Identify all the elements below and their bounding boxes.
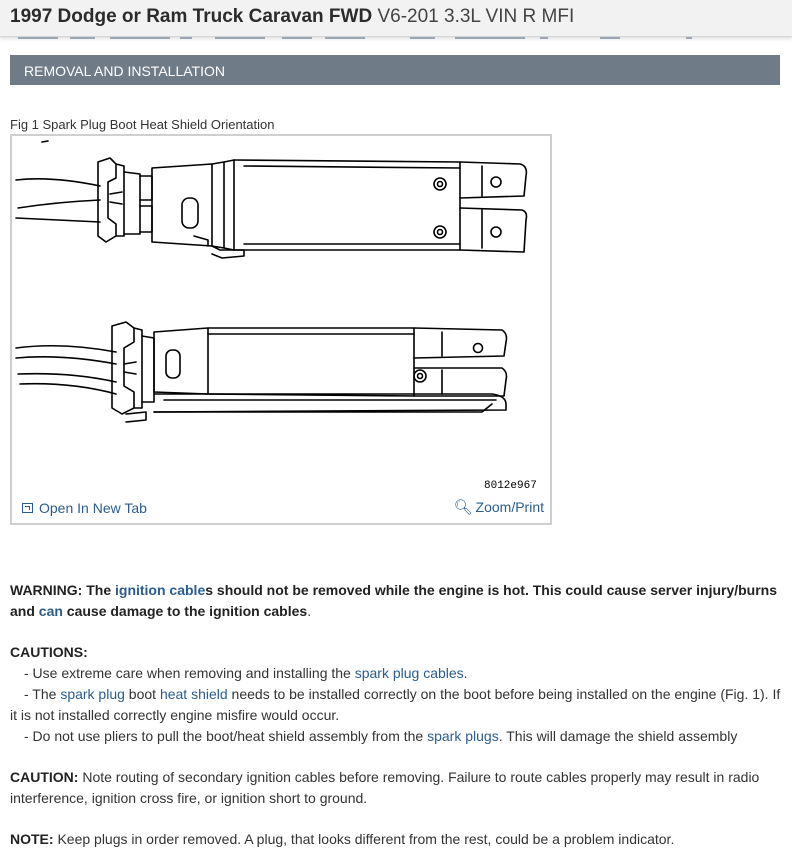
spark-plug-link[interactable]: spark plug: [60, 686, 125, 702]
warning-paragraph: [10, 580, 785, 622]
caution-paragraph: [10, 767, 785, 809]
spark-plug-boot-diagram[interactable]: [12, 136, 550, 496]
page-title-vehicle: 1997 Dodge or Ram Truck Caravan FWD: [10, 6, 373, 27]
cautions-label: [10, 642, 785, 663]
note-text: Keep plugs in order removed. A plug, that looks different from the rest, could be a problem indicator.: [53, 831, 675, 847]
cautions-label-text: CAUTIONS:: [10, 644, 88, 660]
top-bar: [0, 0, 792, 37]
caution-item-text: needs to be installed correctly on the boot before being installed on the engine (Fig. 1). If it is not installed correctly engine misfire would occur.: [10, 686, 781, 723]
caution-item-text: . This will damage the shield assembly: [498, 728, 738, 744]
figure-image-id: 8012e967: [484, 480, 537, 492]
heat-shield-link[interactable]: heat shield: [159, 686, 228, 702]
caution-item-text: - The: [24, 686, 61, 702]
section-header: [10, 55, 780, 85]
caution-item-text: .: [463, 665, 468, 681]
caution-item-3: [10, 726, 785, 747]
spark-plugs-link[interactable]: spark plugs: [427, 728, 499, 744]
figure-toolbar: [12, 496, 550, 522]
warning-text-2: s should not be removed while the engine is hot. This could cause server injury/burns and: [10, 582, 778, 619]
warning-text-3: cause damage to the ignition cables: [62, 603, 308, 619]
open-new-tab-icon: [22, 503, 33, 513]
warning-text-4: .: [307, 603, 312, 619]
note-label: NOTE:: [10, 831, 54, 847]
ignition-cable-link[interactable]: ignition cable: [115, 582, 206, 598]
caution-item-1: [10, 663, 785, 684]
scrolled-text-remnant: [0, 37, 792, 41]
page-title: [10, 6, 574, 28]
warning-label: WARNING:: [10, 582, 83, 598]
page-title-engine: V6-201 3.3L VIN R MFI: [377, 6, 575, 27]
warning-text-1: The: [82, 582, 115, 598]
figure-caption: Fig 1 Spark Plug Boot Heat Shield Orientation: [10, 117, 275, 132]
zoom-print-label: Zoom/Print: [475, 499, 544, 515]
zoom-print-button[interactable]: [453, 498, 544, 516]
section-title: REMOVAL AND INSTALLATION: [24, 63, 225, 79]
caution-item-text: - Do not use pliers to pull the boot/heat shield assembly from the: [24, 728, 428, 744]
instructions-text: [10, 580, 785, 850]
open-in-new-tab-label: Open In New Tab: [39, 500, 147, 516]
caution-label: CAUTION:: [10, 769, 79, 785]
open-in-new-tab-button[interactable]: [22, 500, 147, 516]
caution-item-text: boot: [124, 686, 160, 702]
can-link[interactable]: can: [38, 603, 63, 619]
spark-plug-cables-link[interactable]: spark plug cables: [354, 665, 464, 681]
magnifier-icon: 🔍︎: [453, 499, 473, 516]
figure-box: [10, 134, 552, 525]
caution-text: Note routing of secondary ignition cables before removing. Failure to route cables properly may result in radio interference, ignition cross fire, or ignition short to ground.: [10, 769, 760, 806]
caution-item-text: - Use extreme care when removing and installing the: [24, 665, 355, 681]
caution-item-2: [10, 684, 785, 726]
note-paragraph: [10, 829, 785, 850]
